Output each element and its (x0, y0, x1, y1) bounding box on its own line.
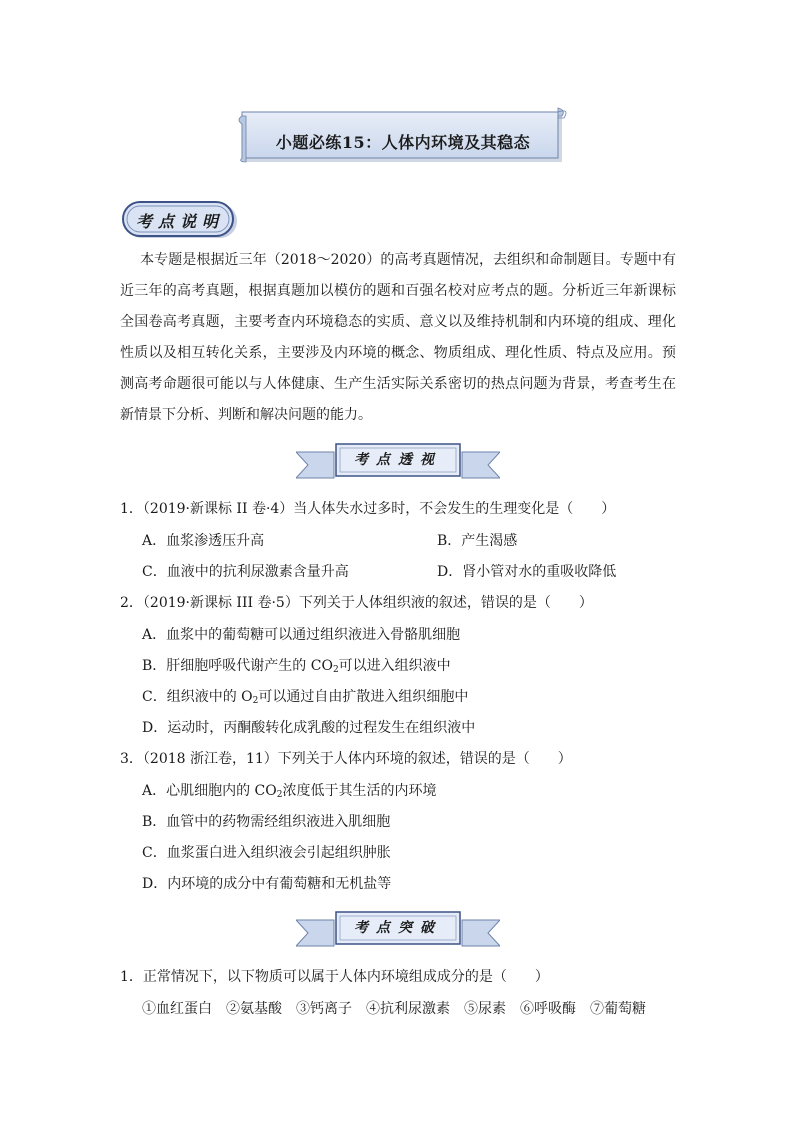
subscript: 2 (276, 790, 283, 800)
question-1-option-b: B．产生渴感 (437, 533, 518, 549)
section-badge-label: 考点说明 (135, 212, 224, 231)
question-1-option-c: C．血液中的抗利尿激素含量升高 (142, 564, 349, 580)
question-1-stem: 1．（2019·新课标 II 卷·4）当人体失水过多时，不会发生的生理变化是（ ） (120, 501, 616, 517)
question-3-option-a (142, 780, 436, 800)
question-2-stem: 2．（2019·新课标 III 卷·5）下列关于人体组织液的叙述，错误的是（ ） (120, 595, 593, 611)
practice-1-stem: 1．正常情况下，以下物质可以属于人体内环境组成成分的是（ ） (120, 969, 549, 985)
page-title: 小题必练15：人体内环境及其稳态 (275, 133, 531, 152)
intro-paragraph (120, 245, 676, 431)
section-badge-label: 考点透视 (354, 452, 442, 468)
section-badge-label: 考点突破 (354, 920, 442, 936)
question-2-option-b (142, 655, 451, 675)
option-text: 浓度低于其生活的内环境 (282, 783, 437, 799)
question-2-option-a: A．血浆中的葡萄糖可以通过组织液进入骨骼肌细胞 (142, 627, 461, 643)
practice-1-items: ①血红蛋白 ②氨基酸 ③钙离子 ④抗利尿激素 ⑤尿素 ⑥呼吸酶 ⑦葡萄糖 (142, 1001, 646, 1017)
question-3-option-c: C．血浆蛋白进入组织液会引起组织肿胀 (142, 845, 391, 861)
question-1-option-a: A．血浆渗透压升高 (142, 533, 265, 549)
subscript: 2 (332, 665, 339, 675)
question-3-option-d: D．内环境的成分中有葡萄糖和无机盐等 (142, 876, 392, 892)
question-2-option-d: D．运动时，丙酮酸转化成乳酸的过程发生在组织液中 (142, 720, 476, 736)
option-text: A．心肌细胞内的 CO (142, 783, 277, 799)
question-1-option-d: D．肾小管对水的重吸收降低 (437, 564, 617, 580)
question-3-stem: 3．（2018 浙江卷，11）下列关于人体内环境的叙述，错误的是（ ） (120, 751, 572, 767)
option-text: 可以通过自由扩散进入组织细胞中 (258, 689, 469, 705)
option-text: B．肝细胞呼吸代谢产生的 CO (142, 658, 333, 674)
section-badge-breakthrough (296, 908, 500, 952)
subscript: 2 (252, 696, 259, 706)
intro-text: 本专题是根据近三年（2018～2020）的高考真题情况，去组织和命制题目。专题中有近三年的高考真题，根据真题加以模仿的题和百强名校对应考点的题。分析近三年新课标全国卷高考真题，主要考查内环境稳态的实质、意义以及维持机制和内环境的组成、理化性质以及相互转化关系，主要涉及内环境的概念、物质组成、理化性质、特点及应用。预测高考命题很可能以与人体健康、生产生活实际关系密切的热点问题为背景，考查考生在新情景下分析、判断和解决问题的能力。 (120, 252, 676, 423)
option-text: C．组织液中的 O (142, 689, 253, 705)
option-text: 可以进入组织液中 (338, 658, 451, 674)
question-3-option-b: B．血管中的药物需经组织液进入肌细胞 (142, 814, 391, 830)
question-2-option-c (142, 686, 468, 706)
section-badge-explanation (122, 200, 238, 240)
title-banner (236, 106, 570, 166)
section-badge-perspective (296, 440, 500, 484)
